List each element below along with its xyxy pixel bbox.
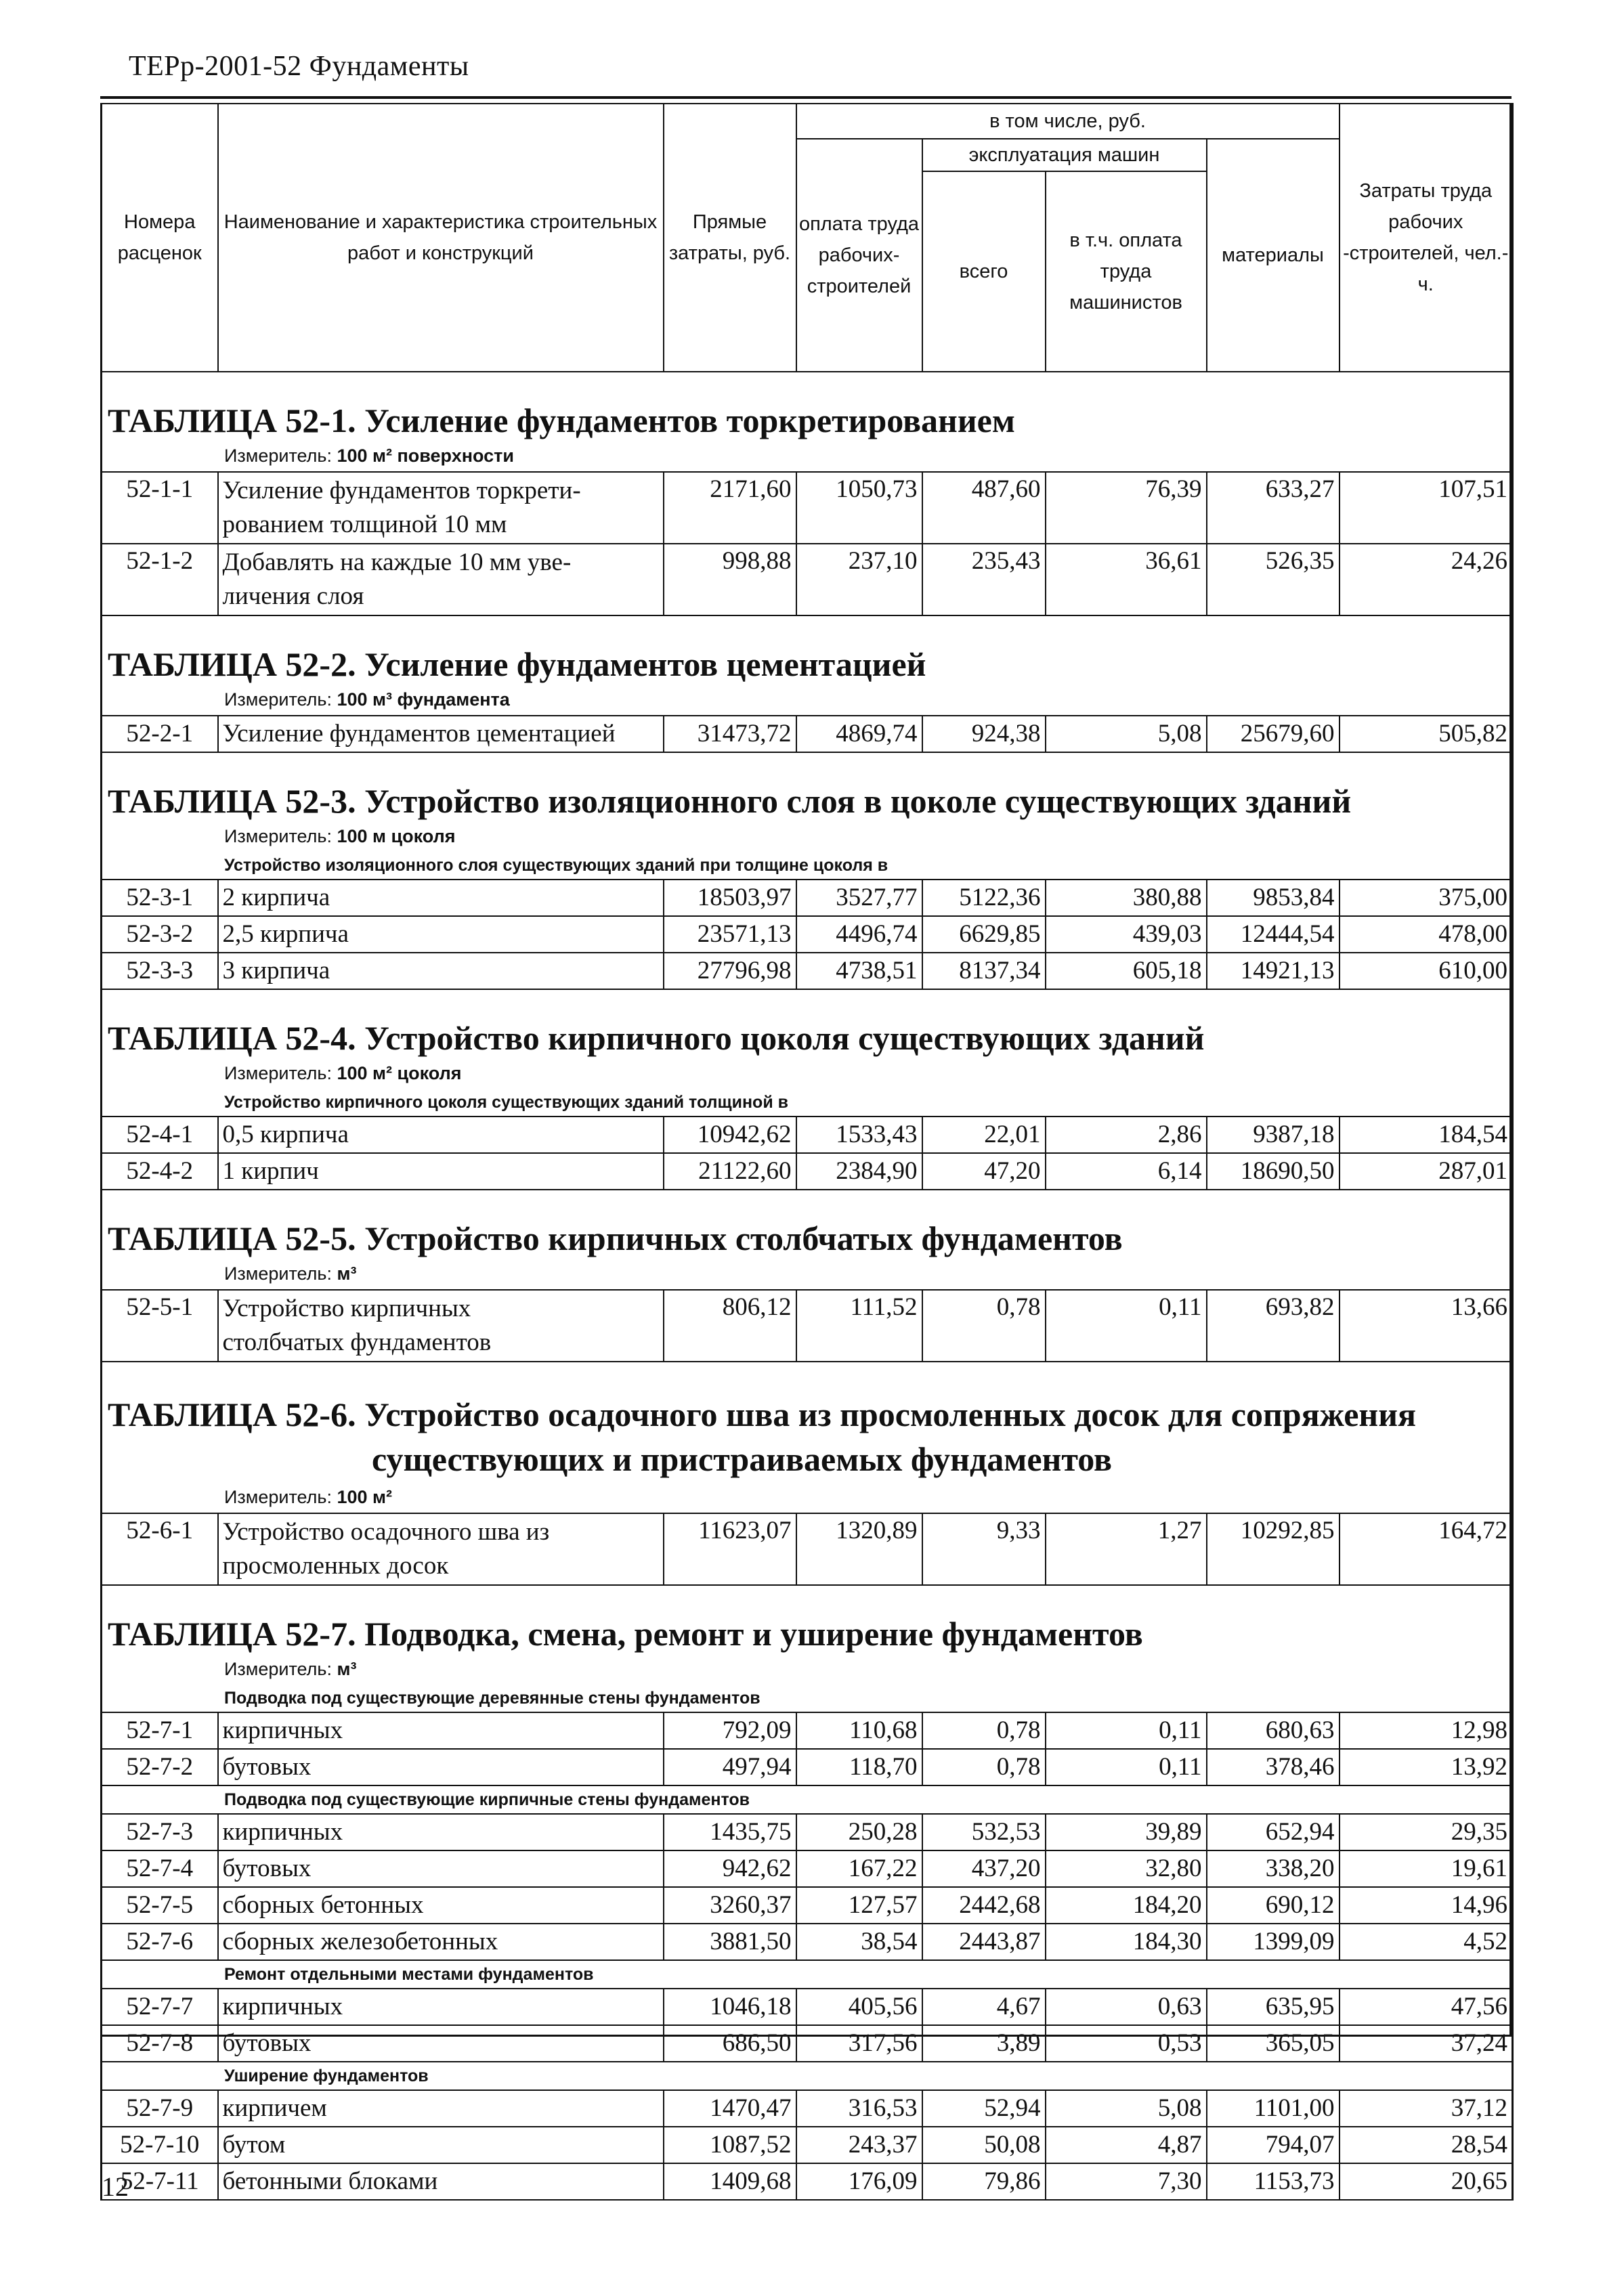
work-name-line: Устройство осадочного шва из — [222, 1518, 550, 1546]
section-title-row — [102, 372, 1513, 440]
value-labor-pay: 118,70 — [796, 1749, 922, 1785]
measure-cell — [102, 1481, 1513, 1513]
rate-code: 52-1-2 — [102, 544, 218, 615]
section-title-row — [102, 1585, 1513, 1653]
col-name-header: Наименование и характеристика строительных работ и конструкций — [218, 104, 664, 372]
value-machine-total: 22,01 — [922, 1117, 1046, 1153]
value-direct: 10942,62 — [664, 1117, 796, 1153]
measure-label: Измеритель: — [224, 445, 332, 466]
rate-code: 52-4-1 — [102, 1117, 218, 1153]
value-direct: 998,88 — [664, 544, 796, 615]
rate-code: 52-3-1 — [102, 880, 218, 916]
work-name: 2,5 кирпича — [218, 916, 664, 953]
rate-code: 52-7-7 — [102, 1989, 218, 2025]
measure-value: 100 м² — [337, 1486, 392, 1507]
value-machine-pay: 439,03 — [1046, 916, 1207, 953]
value-machine-pay: 7,30 — [1046, 2163, 1207, 2200]
value-machine-pay: 0,53 — [1046, 2025, 1207, 2062]
table-row — [102, 1117, 1513, 1153]
col-machine-op-header: эксплуатация машин — [922, 139, 1207, 171]
rate-code: 52-7-11 — [102, 2163, 218, 2200]
table-row — [102, 1887, 1513, 1924]
value-labor-cost: 478,00 — [1340, 916, 1513, 953]
rate-code: 52-1-1 — [102, 472, 218, 544]
value-labor-pay: 317,56 — [796, 2025, 922, 2062]
value-machine-pay: 36,61 — [1046, 544, 1207, 615]
value-machine-pay: 1,27 — [1046, 1513, 1207, 1585]
running-title: ТЕРр-2001-52 Фундаменты — [129, 51, 469, 82]
value-materials: 12444,54 — [1207, 916, 1340, 953]
value-direct: 3260,37 — [664, 1887, 796, 1924]
work-name: бетонными блоками — [218, 2163, 664, 2200]
value-materials: 18690,50 — [1207, 1153, 1340, 1190]
value-machine-total: 0,78 — [922, 1290, 1046, 1362]
measure-value: 100 м³ фундамента — [337, 689, 510, 710]
table-row — [102, 2090, 1513, 2127]
measure-label: Измеритель: — [224, 1658, 332, 1679]
measure-cell — [102, 1653, 1513, 1685]
rate-code: 52-7-8 — [102, 2025, 218, 2062]
value-labor-pay: 110,68 — [796, 1712, 922, 1749]
value-labor-cost: 287,01 — [1340, 1153, 1513, 1190]
measure-row — [102, 1258, 1513, 1290]
value-labor-pay: 316,53 — [796, 2090, 922, 2127]
value-materials: 14921,13 — [1207, 953, 1340, 989]
value-materials: 794,07 — [1207, 2127, 1340, 2163]
measure-cell — [102, 821, 1513, 852]
work-name: бутовых — [218, 2025, 664, 2062]
rate-code: 52-7-2 — [102, 1749, 218, 1785]
value-labor-cost: 47,56 — [1340, 1989, 1513, 2025]
col-direct-header: Прямые затраты, руб. — [664, 104, 796, 372]
table-row — [102, 1850, 1513, 1887]
value-machine-pay: 0,11 — [1046, 1290, 1207, 1362]
measure-row — [102, 1653, 1513, 1685]
value-labor-pay: 405,56 — [796, 1989, 922, 2025]
value-labor-cost: 13,92 — [1340, 1749, 1513, 1785]
col-labor-pay-header: оплата труда рабочих-строителей — [796, 139, 922, 372]
value-direct: 11623,07 — [664, 1513, 796, 1585]
value-machine-pay: 380,88 — [1046, 880, 1207, 916]
group-subhead: Ремонт отдельными местами фундаментов — [102, 1960, 1513, 1989]
value-materials: 10292,85 — [1207, 1513, 1340, 1585]
rate-code: 52-7-5 — [102, 1887, 218, 1924]
value-machine-total: 6629,85 — [922, 916, 1046, 953]
rate-code: 52-3-2 — [102, 916, 218, 953]
work-name-line: просмоленных досок — [222, 1552, 449, 1580]
value-direct: 1435,75 — [664, 1814, 796, 1850]
section-title-row — [102, 1362, 1513, 1481]
value-machine-pay: 32,80 — [1046, 1850, 1207, 1887]
table-row — [102, 1814, 1513, 1850]
value-direct: 942,62 — [664, 1850, 796, 1887]
measure-cell — [102, 684, 1513, 716]
value-materials: 635,95 — [1207, 1989, 1340, 2025]
table-row — [102, 1153, 1513, 1190]
value-direct: 792,09 — [664, 1712, 796, 1749]
value-machine-total: 2443,87 — [922, 1924, 1046, 1960]
section-title: ТАБЛИЦА 52-2. Усиление фундаментов цементацией — [102, 615, 1513, 684]
col-labor-cost-header: Затраты труда рабочих -строителей, чел.-ч. — [1340, 104, 1513, 372]
value-labor-pay: 2384,90 — [796, 1153, 922, 1190]
group-subhead-row — [102, 1785, 1513, 1814]
value-labor-cost: 184,54 — [1340, 1117, 1513, 1153]
work-name — [218, 544, 664, 615]
col-code-header: Номера расценок — [102, 104, 218, 372]
work-name-line: Устройство кирпичных — [222, 1295, 471, 1322]
value-machine-total: 50,08 — [922, 2127, 1046, 2163]
value-materials: 1399,09 — [1207, 1924, 1340, 1960]
rate-code: 52-7-6 — [102, 1924, 218, 1960]
work-name: 0,5 кирпича — [218, 1117, 664, 1153]
value-machine-pay: 6,14 — [1046, 1153, 1207, 1190]
value-labor-pay: 176,09 — [796, 2163, 922, 2200]
value-labor-cost: 610,00 — [1340, 953, 1513, 989]
value-materials: 633,27 — [1207, 472, 1340, 544]
value-materials: 1101,00 — [1207, 2090, 1340, 2127]
table-row — [102, 1290, 1513, 1362]
value-machine-total: 4,67 — [922, 1989, 1046, 2025]
work-name: кирпичных — [218, 1814, 664, 1850]
value-direct: 21122,60 — [664, 1153, 796, 1190]
header-rule — [100, 96, 1512, 99]
value-labor-cost: 37,24 — [1340, 2025, 1513, 2062]
section-title — [102, 1362, 1513, 1481]
section-title: ТАБЛИЦА 52-4. Устройство кирпичного цоколя существующих зданий — [102, 989, 1513, 1058]
value-labor-pay: 1533,43 — [796, 1117, 922, 1153]
measure-label: Измеритель: — [224, 825, 332, 846]
table-row — [102, 880, 1513, 916]
value-materials: 365,05 — [1207, 2025, 1340, 2062]
table-row — [102, 1712, 1513, 1749]
table-row — [102, 1749, 1513, 1785]
value-labor-cost: 107,51 — [1340, 472, 1513, 544]
work-name: бутовых — [218, 1749, 664, 1785]
group-subhead-row — [102, 2062, 1513, 2090]
value-labor-cost: 505,82 — [1340, 716, 1513, 752]
measure-value: 100 м цоколя — [337, 825, 456, 846]
value-direct: 1470,47 — [664, 2090, 796, 2127]
rate-code: 52-7-10 — [102, 2127, 218, 2163]
group-subhead-row — [102, 1685, 1513, 1712]
group-subhead-row — [102, 852, 1513, 880]
value-machine-total: 5122,36 — [922, 880, 1046, 916]
group-subhead-row — [102, 1960, 1513, 1989]
value-labor-cost: 28,54 — [1340, 2127, 1513, 2163]
value-machine-total: 9,33 — [922, 1513, 1046, 1585]
value-machine-pay: 184,30 — [1046, 1924, 1207, 1960]
measure-label: Измеритель: — [224, 1062, 332, 1083]
col-machine-total-header: всего — [922, 171, 1046, 372]
value-labor-pay: 4738,51 — [796, 953, 922, 989]
value-machine-pay: 0,63 — [1046, 1989, 1207, 2025]
rate-code: 52-7-4 — [102, 1850, 218, 1887]
value-labor-cost: 164,72 — [1340, 1513, 1513, 1585]
rate-code: 52-7-1 — [102, 1712, 218, 1749]
value-labor-cost: 14,96 — [1340, 1887, 1513, 1924]
value-direct: 497,94 — [664, 1749, 796, 1785]
value-materials: 680,63 — [1207, 1712, 1340, 1749]
value-machine-total: 487,60 — [922, 472, 1046, 544]
work-name-line: рованием толщиной 10 мм — [222, 511, 507, 538]
value-machine-pay: 5,08 — [1046, 2090, 1207, 2127]
rate-code: 52-6-1 — [102, 1513, 218, 1585]
value-machine-total: 52,94 — [922, 2090, 1046, 2127]
work-name: кирпичных — [218, 1989, 664, 2025]
value-machine-total: 0,78 — [922, 1749, 1046, 1785]
value-machine-total: 0,78 — [922, 1712, 1046, 1749]
value-labor-cost: 12,98 — [1340, 1712, 1513, 1749]
table-row — [102, 1513, 1513, 1585]
value-machine-pay: 76,39 — [1046, 472, 1207, 544]
value-direct: 806,12 — [664, 1290, 796, 1362]
value-machine-total: 8137,34 — [922, 953, 1046, 989]
value-materials: 338,20 — [1207, 1850, 1340, 1887]
work-name — [218, 1290, 664, 1362]
value-labor-pay: 38,54 — [796, 1924, 922, 1960]
value-labor-pay: 1050,73 — [796, 472, 922, 544]
work-name: Усиление фундаментов цементацией — [218, 716, 664, 752]
measure-cell — [102, 440, 1513, 472]
value-machine-pay: 184,20 — [1046, 1887, 1207, 1924]
value-labor-pay: 4496,74 — [796, 916, 922, 953]
value-direct: 18503,97 — [664, 880, 796, 916]
work-name — [218, 1513, 664, 1585]
value-direct: 686,50 — [664, 2025, 796, 2062]
value-labor-cost: 19,61 — [1340, 1850, 1513, 1887]
value-machine-pay: 0,11 — [1046, 1749, 1207, 1785]
group-subhead: Подводка под существующие кирпичные стены фундаментов — [102, 1785, 1513, 1814]
work-name: бутом — [218, 2127, 664, 2163]
table-body — [102, 372, 1513, 2200]
table-row — [102, 2127, 1513, 2163]
table-row — [102, 2025, 1513, 2062]
value-machine-total: 235,43 — [922, 544, 1046, 615]
group-subhead: Устройство кирпичного цоколя существующих зданий толщиной в — [102, 1089, 1513, 1117]
section-title-row — [102, 989, 1513, 1058]
value-machine-total: 3,89 — [922, 2025, 1046, 2062]
work-name: бутовых — [218, 1850, 664, 1887]
measure-value: 100 м² цоколя — [337, 1062, 462, 1083]
value-materials: 526,35 — [1207, 544, 1340, 615]
rate-code: 52-7-3 — [102, 1814, 218, 1850]
measure-row — [102, 821, 1513, 852]
section-title: ТАБЛИЦА 52-1. Усиление фундаментов торкретированием — [102, 372, 1513, 440]
section-title-line: ТАБЛИЦА 52-6. Устройство осадочного шва из просмоленных досок для сопряжения — [108, 1395, 1417, 1433]
value-materials: 690,12 — [1207, 1887, 1340, 1924]
rate-table — [100, 103, 1514, 2201]
col-machine-pay-header: в т.ч. оплата труда машинистов — [1046, 171, 1207, 372]
section-title: ТАБЛИЦА 52-7. Подводка, смена, ремонт и уширение фундаментов — [102, 1585, 1513, 1653]
value-labor-pay: 237,10 — [796, 544, 922, 615]
group-subhead-row — [102, 1089, 1513, 1117]
table-header — [102, 104, 1513, 372]
value-labor-pay: 1320,89 — [796, 1513, 922, 1585]
value-machine-pay: 0,11 — [1046, 1712, 1207, 1749]
value-direct: 31473,72 — [664, 716, 796, 752]
work-name: 2 кирпича — [218, 880, 664, 916]
value-direct: 2171,60 — [664, 472, 796, 544]
section-title: ТАБЛИЦА 52-5. Устройство кирпичных столбчатых фундаментов — [102, 1190, 1513, 1258]
value-machine-pay: 605,18 — [1046, 953, 1207, 989]
value-labor-pay: 250,28 — [796, 1814, 922, 1850]
value-machine-total: 47,20 — [922, 1153, 1046, 1190]
value-labor-cost: 20,65 — [1340, 2163, 1513, 2200]
value-machine-pay: 2,86 — [1046, 1117, 1207, 1153]
section-title-row — [102, 1190, 1513, 1258]
value-materials: 9853,84 — [1207, 880, 1340, 916]
section-title-line: существующих и пристраиваемых фундаментов — [372, 1440, 1112, 1478]
table-row — [102, 1924, 1513, 1960]
work-name: кирпичем — [218, 2090, 664, 2127]
work-name-line: столбчатых фундаментов — [222, 1328, 492, 1356]
measure-row — [102, 684, 1513, 716]
measure-value: м³ — [337, 1263, 357, 1284]
work-name-line: Усиление фундаментов торкрети- — [222, 477, 581, 504]
value-labor-pay: 167,22 — [796, 1850, 922, 1887]
measure-row — [102, 440, 1513, 472]
work-name: кирпичных — [218, 1712, 664, 1749]
value-labor-cost: 4,52 — [1340, 1924, 1513, 1960]
table-row — [102, 544, 1513, 615]
measure-cell — [102, 1058, 1513, 1089]
rate-code: 52-7-9 — [102, 2090, 218, 2127]
value-materials: 652,94 — [1207, 1814, 1340, 1850]
value-labor-cost: 37,12 — [1340, 2090, 1513, 2127]
table-row — [102, 916, 1513, 953]
section-title: ТАБЛИЦА 52-3. Устройство изоляционного слоя в цоколе существующих зданий — [102, 752, 1513, 821]
value-direct: 1046,18 — [664, 1989, 796, 2025]
measure-row — [102, 1058, 1513, 1089]
measure-value: 100 м² поверхности — [337, 445, 514, 466]
value-machine-pay: 4,87 — [1046, 2127, 1207, 2163]
value-labor-pay: 3527,77 — [796, 880, 922, 916]
value-labor-cost: 13,66 — [1340, 1290, 1513, 1362]
value-direct: 1409,68 — [664, 2163, 796, 2200]
value-labor-cost: 375,00 — [1340, 880, 1513, 916]
work-name: 1 кирпич — [218, 1153, 664, 1190]
value-materials: 9387,18 — [1207, 1117, 1340, 1153]
value-machine-pay: 5,08 — [1046, 716, 1207, 752]
table-row — [102, 472, 1513, 544]
value-materials: 25679,60 — [1207, 716, 1340, 752]
group-subhead: Устройство изоляционного слоя существующих зданий при толщине цоколя в — [102, 852, 1513, 880]
page-number: 12 — [102, 2171, 129, 2202]
value-labor-pay: 111,52 — [796, 1290, 922, 1362]
value-direct: 23571,13 — [664, 916, 796, 953]
group-subhead: Подводка под существующие деревянные стены фундаментов — [102, 1685, 1513, 1712]
value-labor-pay: 4869,74 — [796, 716, 922, 752]
rate-code: 52-3-3 — [102, 953, 218, 989]
value-labor-pay: 127,57 — [796, 1887, 922, 1924]
value-machine-total: 437,20 — [922, 1850, 1046, 1887]
value-machine-total: 924,38 — [922, 716, 1046, 752]
table-row — [102, 2163, 1513, 2200]
rate-code: 52-2-1 — [102, 716, 218, 752]
col-materials-header: материалы — [1207, 139, 1340, 372]
value-machine-total: 79,86 — [922, 2163, 1046, 2200]
value-materials: 378,46 — [1207, 1749, 1340, 1785]
work-name: 3 кирпича — [218, 953, 664, 989]
value-machine-total: 2442,68 — [922, 1887, 1046, 1924]
section-title-row — [102, 615, 1513, 684]
value-materials: 693,82 — [1207, 1290, 1340, 1362]
value-direct: 1087,52 — [664, 2127, 796, 2163]
value-direct: 27796,98 — [664, 953, 796, 989]
rate-code: 52-5-1 — [102, 1290, 218, 1362]
group-subhead: Уширение фундаментов — [102, 2062, 1513, 2090]
value-direct: 3881,50 — [664, 1924, 796, 1960]
value-machine-total: 532,53 — [922, 1814, 1046, 1850]
value-labor-cost: 29,35 — [1340, 1814, 1513, 1850]
measure-row — [102, 1481, 1513, 1513]
table-row — [102, 716, 1513, 752]
value-materials: 1153,73 — [1207, 2163, 1340, 2200]
work-name: сборных бетонных — [218, 1887, 664, 1924]
measure-label: Измеритель: — [224, 1486, 332, 1507]
value-machine-pay: 39,89 — [1046, 1814, 1207, 1850]
value-labor-cost: 24,26 — [1340, 544, 1513, 615]
measure-value: м³ — [337, 1658, 357, 1679]
value-labor-pay: 243,37 — [796, 2127, 922, 2163]
measure-label: Измеритель: — [224, 1263, 332, 1284]
work-name — [218, 472, 664, 544]
measure-cell — [102, 1258, 1513, 1290]
work-name-line: личения слоя — [222, 582, 364, 610]
work-name: сборных железобетонных — [218, 1924, 664, 1960]
work-name-line: Добавлять на каждые 10 мм уве- — [222, 548, 572, 576]
col-including-header: в том числе, руб. — [796, 104, 1340, 139]
measure-label: Измеритель: — [224, 689, 332, 710]
table-row — [102, 953, 1513, 989]
table-row — [102, 1989, 1513, 2025]
section-title-row — [102, 752, 1513, 821]
rate-code: 52-4-2 — [102, 1153, 218, 1190]
